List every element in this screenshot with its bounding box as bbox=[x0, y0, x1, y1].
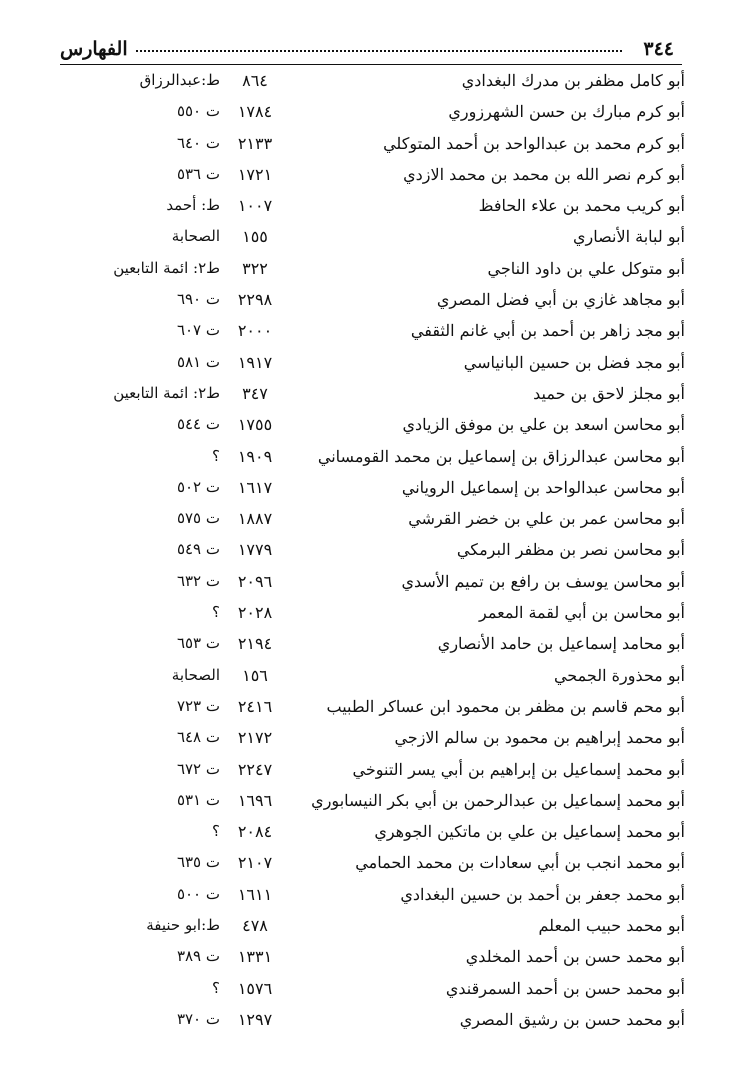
entry-note: ؟ bbox=[212, 446, 220, 465]
index-row bbox=[60, 848, 685, 879]
header-dot-leader bbox=[136, 50, 622, 52]
entry-number: ٢٢٩٨ bbox=[237, 290, 273, 310]
entry-number: ١٢٩٧ bbox=[237, 1009, 273, 1029]
index-row bbox=[60, 629, 685, 660]
index-row bbox=[60, 535, 685, 566]
entry-note: ط:ابو حنيفة bbox=[146, 916, 220, 935]
entry-note: ؟ bbox=[212, 822, 220, 841]
entry-number: ٢٢٤٧ bbox=[237, 759, 273, 779]
entry-number: ٣٢٢ bbox=[242, 258, 268, 278]
index-row bbox=[60, 1005, 685, 1036]
entry-name: أبو محمد حبيب المعلم bbox=[538, 916, 685, 936]
entry-name: أبو محاسن اسعد بن علي بن موفق الزيادي bbox=[402, 415, 685, 435]
entry-name: أبو مجاهد غازي بن أبي فضل المصري bbox=[436, 290, 685, 310]
entry-number: ٢٠٠٠ bbox=[237, 321, 273, 341]
entry-name: أبو محمد إسماعيل بن إبراهيم بن أبي يسر التنوخي bbox=[352, 759, 685, 779]
entry-number: ٢١٧٢ bbox=[237, 728, 273, 748]
entry-note: ت ٣٨٩ bbox=[176, 947, 220, 966]
index-row bbox=[60, 942, 685, 973]
entry-number: ١٨٨٧ bbox=[237, 509, 273, 529]
entry-note: ت ٦٠٧ bbox=[176, 321, 220, 340]
entry-number: ٣٤٧ bbox=[242, 383, 268, 403]
entry-name: أبو محمد جعفر بن أحمد بن حسين البغدادي bbox=[400, 884, 685, 904]
entry-name: أبو متوكل علي بن داود الناجي bbox=[487, 258, 685, 278]
entry-number: ١٥٦ bbox=[242, 665, 268, 685]
index-row bbox=[60, 974, 685, 1005]
entry-name: أبو محذورة الجمحي bbox=[553, 665, 685, 685]
entry-number: ٢١٣٣ bbox=[237, 133, 273, 153]
entry-number: ٢٠٩٦ bbox=[237, 571, 273, 591]
entry-name: أبو محاسن بن أبي لقمة المعمر bbox=[479, 603, 685, 623]
entry-note: ت ٧٢٣ bbox=[176, 696, 220, 715]
index-row bbox=[60, 66, 685, 97]
entry-note: ت ٦٤٨ bbox=[176, 728, 220, 747]
index-row bbox=[60, 379, 685, 410]
entry-note: ت ٥٠٠ bbox=[176, 884, 220, 903]
entry-number: ١٧٢١ bbox=[237, 164, 273, 184]
entry-name: أبو كرم مبارك بن حسن الشهرزوري bbox=[448, 102, 685, 122]
entry-name: أبو مجد زاهر بن أحمد بن أبي غانم الثقفي bbox=[410, 321, 685, 341]
entry-note: ت ٦٤٠ bbox=[176, 133, 220, 152]
entry-number: ٢١٠٧ bbox=[237, 853, 273, 873]
entry-number: ١٠٠٧ bbox=[237, 196, 273, 216]
entry-note: ت ٦٧٢ bbox=[176, 759, 220, 778]
entry-name: أبو محمد حسن بن رشيق المصري bbox=[459, 1009, 685, 1029]
index-row bbox=[60, 129, 685, 160]
entry-note: ت ٥٨١ bbox=[176, 352, 220, 371]
entry-name: أبو محاسن عمر بن علي بن خضر القرشي bbox=[408, 509, 685, 529]
index-row bbox=[60, 316, 685, 347]
index-row bbox=[60, 786, 685, 817]
entry-note: ت ٥٠٢ bbox=[176, 477, 220, 496]
entry-note: ت ٥٤٤ bbox=[176, 415, 220, 434]
entry-name: أبو كريب محمد بن علاء الحافظ bbox=[478, 196, 685, 216]
entry-name: أبو محم قاسم بن مظفر بن محمود ابن عساكر الطبيب bbox=[326, 696, 685, 716]
entry-number: ٨٦٤ bbox=[242, 71, 268, 90]
index-row bbox=[60, 567, 685, 598]
entry-note: الصحابة bbox=[171, 665, 220, 684]
index-row bbox=[60, 723, 685, 754]
entry-note: ت ٦٩٠ bbox=[176, 290, 220, 309]
entry-number: ١٧٥٥ bbox=[237, 415, 273, 435]
entry-name: أبو محمد حسن بن أحمد المخلدي bbox=[465, 947, 685, 967]
entry-number: ١٩١٧ bbox=[237, 352, 273, 372]
entry-number: ١٥٥ bbox=[242, 227, 268, 247]
entry-note: الصحابة bbox=[171, 227, 220, 246]
entry-name: أبو محمد إسماعيل بن علي بن ماتكين الجوهري bbox=[374, 822, 685, 842]
entry-number: ١٣٣١ bbox=[237, 947, 273, 967]
entry-name: أبو محمد إسماعيل بن عبدالرحمن بن أبي بكر النيسابوري bbox=[311, 790, 685, 810]
entry-name: أبو محمد حسن بن أحمد السمرقندي bbox=[445, 978, 685, 998]
entry-number: ٢٠٢٨ bbox=[237, 603, 273, 623]
index-row bbox=[60, 285, 685, 316]
entry-number: ١٦١١ bbox=[237, 884, 273, 904]
index-row bbox=[60, 348, 685, 379]
entry-name: أبو كرم محمد بن عبدالواحد بن أحمد المتوكلي bbox=[383, 133, 685, 153]
entry-note: ت ٥٧٥ bbox=[176, 509, 220, 528]
index-row bbox=[60, 160, 685, 191]
section-title: الفهارس bbox=[60, 38, 128, 60]
entry-name: أبو كرم نصر الله بن محمد بن محمد الازدي bbox=[403, 164, 685, 184]
entry-note: ت ٥٤٩ bbox=[176, 540, 220, 559]
entry-note: ت ٦٥٣ bbox=[176, 634, 220, 653]
entry-name: أبو محامد إسماعيل بن حامد الأنصاري bbox=[437, 634, 685, 654]
index-row bbox=[60, 222, 685, 253]
entry-number: ١٧٧٩ bbox=[237, 540, 273, 560]
index-row bbox=[60, 254, 685, 285]
index-row bbox=[60, 692, 685, 723]
entry-name: أبو محمد انجب بن أبي سعادات بن محمد الحمامي bbox=[355, 853, 685, 873]
entry-name: أبو مجلز لاحق بن حميد bbox=[533, 383, 685, 403]
index-row bbox=[60, 191, 685, 222]
index-row bbox=[60, 880, 685, 911]
index-row bbox=[60, 661, 685, 692]
entry-note: ط:عبدالرزاق bbox=[139, 71, 220, 89]
entry-note: ت ٦٣٥ bbox=[176, 853, 220, 872]
entry-name: أبو محاسن يوسف بن رافع بن تميم الأسدي bbox=[401, 571, 685, 591]
entry-note: ت ٥٣١ bbox=[176, 790, 220, 809]
entry-number: ٢٤١٦ bbox=[237, 696, 273, 716]
entry-number: ١٥٧٦ bbox=[237, 978, 273, 998]
page-number: ٣٤٤ bbox=[643, 38, 674, 60]
index-row bbox=[60, 473, 685, 504]
entry-number: ١٦٩٦ bbox=[237, 790, 273, 810]
entry-note: ط: أحمد bbox=[166, 196, 220, 215]
index-row bbox=[60, 97, 685, 128]
entry-note: ؟ bbox=[212, 978, 220, 997]
entry-number: ٢٠٨٤ bbox=[237, 822, 273, 842]
entry-note: ط٢: ائمة التابعين bbox=[113, 258, 220, 277]
entry-note: ت ٥٥٠ bbox=[176, 102, 220, 121]
entry-note: ت ٦٣٢ bbox=[176, 571, 220, 590]
entry-name: أبو محاسن عبدالرزاق بن إسماعيل بن محمد القومساني bbox=[317, 446, 685, 466]
entry-number: ١٦١٧ bbox=[237, 477, 273, 497]
index-row bbox=[60, 755, 685, 786]
index-list bbox=[60, 66, 685, 1036]
entry-note: ت ٣٧٠ bbox=[176, 1009, 220, 1028]
index-row bbox=[60, 410, 685, 441]
index-row bbox=[60, 442, 685, 473]
entry-name: أبو لبابة الأنصاري bbox=[573, 227, 685, 247]
index-row bbox=[60, 817, 685, 848]
entry-name: أبو محاسن عبدالواحد بن إسماعيل الروياني bbox=[401, 477, 685, 497]
entry-name: أبو كامل مظفر بن مدرك البغدادي bbox=[461, 71, 685, 90]
entry-note: ؟ bbox=[212, 603, 220, 622]
entry-number: ١٩٠٩ bbox=[237, 446, 273, 466]
entry-number: ٤٧٨ bbox=[242, 916, 268, 936]
index-row bbox=[60, 598, 685, 629]
entry-number: ١٧٨٤ bbox=[237, 102, 273, 122]
index-row bbox=[60, 504, 685, 535]
entry-note: ت ٥٣٦ bbox=[176, 164, 220, 183]
entry-number: ٢١٩٤ bbox=[237, 634, 273, 654]
page-header bbox=[60, 36, 682, 65]
entry-name: أبو محاسن نصر بن مظفر البرمكي bbox=[456, 540, 685, 560]
entry-name: أبو مجد فضل بن حسين البانياسي bbox=[463, 352, 685, 372]
entry-name: أبو محمد إبراهيم بن محمود بن سالم الازجي bbox=[394, 728, 685, 748]
entry-note: ط٢: ائمة التابعين bbox=[113, 383, 220, 402]
index-row bbox=[60, 911, 685, 942]
